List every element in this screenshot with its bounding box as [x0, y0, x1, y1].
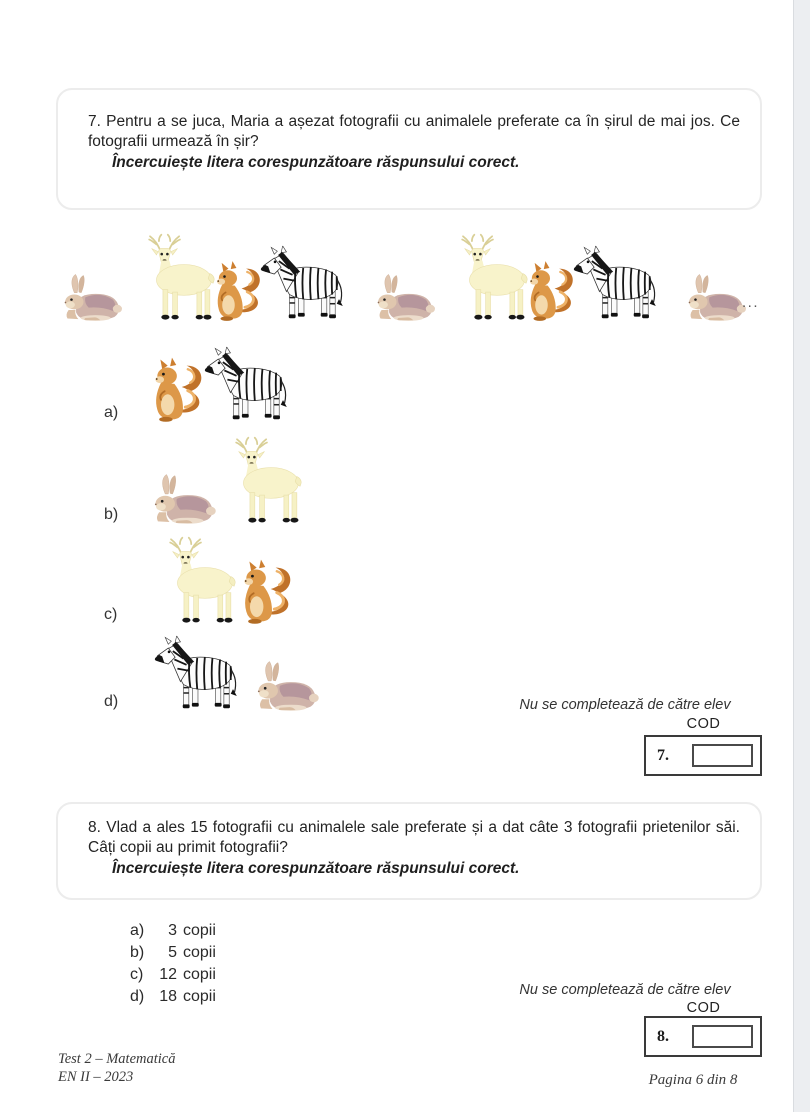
deer-photo	[216, 430, 313, 525]
option-d-label: d)	[130, 988, 145, 1005]
question8-option-d[interactable]	[130, 986, 216, 1008]
footer-page-number: Pagina 6 din 8	[648, 1072, 738, 1088]
question8-instruction: Încercuiește litera corespunzătoare răspunsului corect.	[112, 860, 520, 877]
option-a-label: a)	[104, 404, 119, 421]
option-a-word: copii	[183, 922, 216, 939]
question7-option-c[interactable]	[104, 531, 297, 625]
not-filled-by-pupil-note-7: Nu se completează de către elev	[519, 697, 731, 713]
rabbit-photo	[150, 473, 220, 525]
zebra-photo	[256, 245, 355, 322]
cod-label-7: COD	[686, 716, 721, 732]
option-d-number: 18	[159, 988, 177, 1005]
sequence-ellipsis: ...	[742, 294, 760, 311]
code-box-7	[644, 735, 762, 776]
option-b-word: copii	[183, 944, 216, 961]
option-a-label: a)	[130, 922, 145, 939]
question8-text: 8. Vlad a ales 15 fotografii cu animalele sale preferate și a dat câte 3 fotografii prietenilor săi. Câți copii au primit fotografii?	[88, 819, 740, 856]
question8-box	[56, 802, 762, 900]
rabbit-photo	[60, 272, 126, 322]
option-b-label: b)	[130, 944, 145, 961]
option-b-label: b)	[104, 506, 119, 523]
question7-option-b[interactable]	[104, 425, 313, 525]
option-d-label: d)	[104, 693, 119, 710]
animal-sequence	[60, 222, 760, 322]
not-filled-by-pupil-note-8: Nu se completează de către elev	[519, 982, 731, 998]
option-d-word: copii	[183, 988, 216, 1005]
question7-option-d[interactable]	[104, 635, 323, 712]
zebra-photo	[150, 635, 249, 712]
question7-option-a[interactable]	[104, 343, 299, 423]
option-c-label: c)	[104, 606, 118, 623]
code-box-8	[644, 1016, 762, 1057]
cod-label-8: COD	[686, 1000, 721, 1016]
rabbit-photo	[373, 272, 439, 322]
footer-test-name: Test 2 – Matematică	[58, 1051, 176, 1067]
option-c-number: 12	[159, 966, 177, 983]
code-entry-field-8[interactable]	[692, 1025, 753, 1048]
question7-text: 7. Pentru a se juca, Maria a așezat fotografii cu animalele preferate ca în șirul de mai jos. Ce fotografii urmează în șir?	[88, 113, 740, 150]
footer-test-year: EN II – 2023	[58, 1069, 134, 1085]
option-a-number: 3	[168, 922, 177, 939]
deer-photo	[150, 530, 247, 625]
option-a-images	[150, 346, 299, 423]
scan-edge	[793, 0, 810, 1112]
option-c-images	[150, 530, 297, 625]
code-box-8-number: 8.	[657, 1027, 669, 1045]
zebra-photo	[569, 245, 668, 322]
footer-test-id	[58, 1050, 175, 1086]
option-d-images	[150, 635, 323, 712]
question8-options	[130, 920, 216, 1008]
zebra-photo	[200, 346, 299, 423]
question7-box	[56, 88, 762, 210]
rabbit-photo	[253, 660, 323, 712]
question8-option-c[interactable]	[130, 964, 216, 986]
rabbit-photo	[684, 272, 750, 322]
question7-instruction: Încercuiește litera corespunzătoare răspunsului corect.	[112, 154, 520, 171]
option-b-number: 5	[168, 944, 177, 961]
option-c-word: copii	[183, 966, 216, 983]
option-c-label: c)	[130, 966, 144, 983]
squirrel-photo	[239, 553, 297, 625]
question8-option-a[interactable]	[130, 920, 216, 942]
option-b-images	[150, 430, 313, 525]
question8-option-b[interactable]	[130, 942, 216, 964]
code-entry-field-7[interactable]	[692, 744, 753, 767]
code-box-7-number: 7.	[657, 746, 669, 764]
